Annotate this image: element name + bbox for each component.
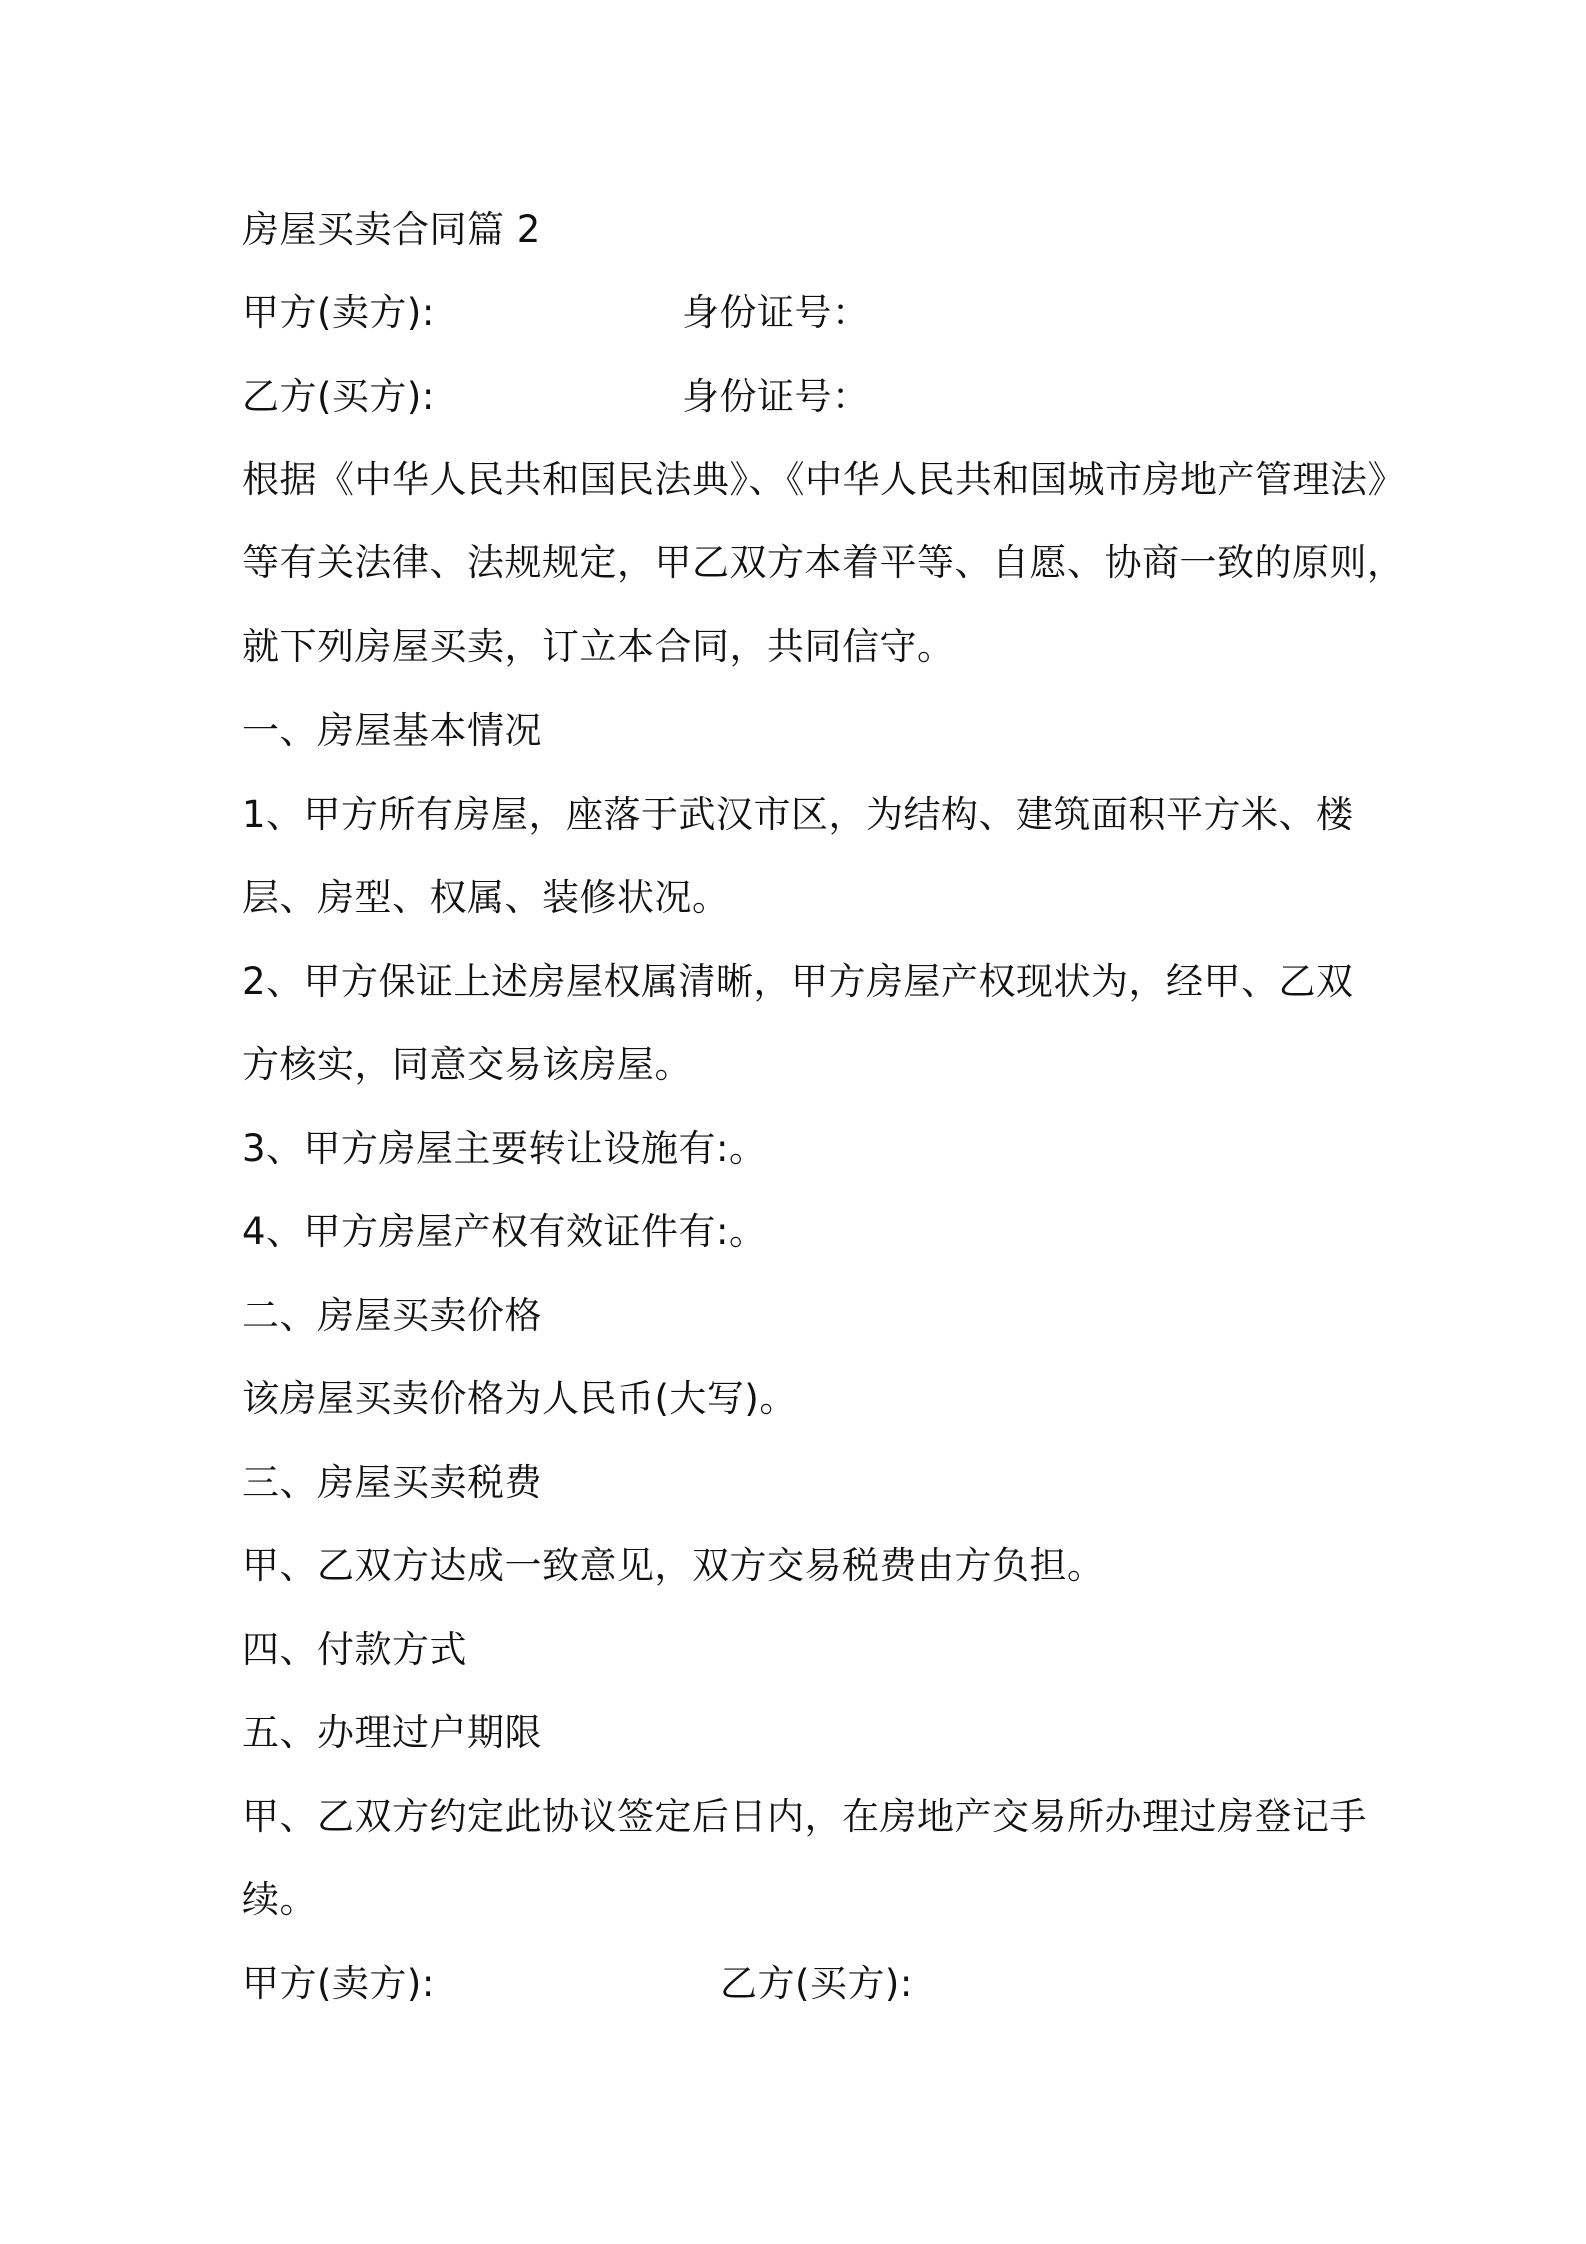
section-heading-3: 三、房屋买卖税费: [242, 1461, 542, 1504]
preamble-line: 根据《中华人民共和国民法典》、《中华人民共和国城市房地产管理法》: [242, 458, 1405, 501]
clause-line: 该房屋买卖价格为人民币(大写)。: [242, 1377, 797, 1420]
party-a-id-label: 身份证号：: [682, 291, 870, 334]
clause-line: 1、甲方所有房屋，座落于武汉市区，为结构、建筑面积平方米、楼: [242, 793, 1354, 836]
clause-line: 方核实，同意交易该房屋。: [242, 1043, 692, 1086]
sign-party-a: 甲方(卖方):: [242, 1962, 435, 2005]
clause-line: 层、房型、权属、装修状况。: [242, 876, 730, 919]
preamble-line: 就下列房屋买卖，订立本合同，共同信守。: [242, 625, 955, 668]
clause-line: 2、甲方保证上述房屋权属清晰，甲方房屋产权现状为，经甲、乙双: [242, 960, 1354, 1003]
clause-line: 续。: [242, 1878, 317, 1921]
section-heading-4: 四、付款方式: [242, 1628, 467, 1671]
preamble-line: 等有关法律、法规规定，甲乙双方本着平等、自愿、协商一致的原则，: [242, 541, 1405, 584]
party-a-label: 甲方(卖方):: [242, 291, 435, 334]
party-b-row: [242, 372, 1362, 422]
party-a-row: [242, 288, 1362, 338]
signature-row: [242, 1959, 1362, 2009]
section-heading-2: 二、房屋买卖价格: [242, 1294, 542, 1337]
document-title: 房屋买卖合同篇 2: [242, 208, 541, 251]
section-heading-1: 一、房屋基本情况: [242, 709, 542, 752]
party-b-label: 乙方(买方):: [242, 375, 435, 418]
clause-line: 4、甲方房屋产权有效证件有:。: [242, 1210, 767, 1253]
clause-line: 甲、乙双方达成一致意见，双方交易税费由方负担。: [242, 1544, 1105, 1587]
section-heading-5: 五、办理过户期限: [242, 1711, 542, 1754]
party-b-id-label: 身份证号：: [682, 375, 870, 418]
sign-party-b: 乙方(买方):: [720, 1962, 913, 2005]
clause-line: 甲、乙双方约定此协议签定后日内，在房地产交易所办理过房登记手: [242, 1795, 1367, 1838]
clause-line: 3、甲方房屋主要转让设施有:。: [242, 1127, 767, 1170]
